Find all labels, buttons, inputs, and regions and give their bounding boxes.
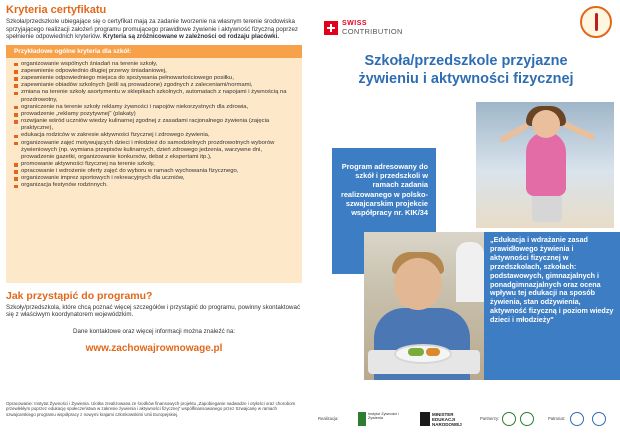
- criteria-item: promowanie aktywności fizycznej na terenie szkoły,: [14, 161, 294, 168]
- project-quote-box: „Edukacja i wdrażanie zasad prawidłowego żywienia i aktywności fizycznej w przedszkolach, szkołach: podstawowych, gimnazjalnych i ponadgimnazjalnych oraz ocena wpływu tej edukacji na sposób żywienia, stan odżywienia, aktywność fizyczną i poziom wiedzy dzieci i młodzieży": [484, 232, 620, 380]
- criteria-item: organizowanie wspólnych śniadań na terenie szkoły,: [14, 61, 294, 68]
- men-name: MINISTER EDUKACJI NARODOWEJ: [432, 412, 462, 427]
- criteria-list: [6, 58, 302, 190]
- swiss-contribution-logo: [324, 20, 403, 36]
- criteria-item: zapewnienie odpowiedniego miejsca do spożywania pełnowartościowego posiłku,: [14, 75, 294, 82]
- criteria-item: ograniczenie na terenie szkoły reklamy żywności i napojów niekorzystnych dla zdrowia,: [14, 104, 294, 111]
- partner-logo-icon: [520, 412, 534, 426]
- criteria-item: rozwijanie wśród uczniów wiedzy kulinarnej zgodnej z zasadami racjonalnego żywienia (zajęcia praktyczne),: [14, 118, 294, 132]
- criteria-item: organizowanie imprez sportowych i rekreacyjnych dla uczniów,: [14, 175, 294, 182]
- criteria-item: opracowanie i wdrożenie oferty zajęć do wyboru w ramach wychowania fizycznego,: [14, 168, 294, 175]
- program-info-box: Program adresowany do szkół i przedszkoli w ramach zadania realizowanego w polsko-szwajcarskim projekcie współpracy nr. KIK/34: [332, 148, 436, 274]
- how-to-join-text: Szkoły/przedszkola, które chcą poznać więcej szczegółów i przystąpić do programu, powinny skontaktować się z właściwym koordynatorem wojewódzkim.: [6, 303, 301, 319]
- eagle-emblem-icon: [420, 412, 430, 426]
- left-panel: [0, 0, 308, 434]
- criteria-item: organizowanie zajęć motywujących dzieci i młodzież do samodzielnych prozdrowotnych wyborów żywieniowych (np. wymiana przepisów kulinarnych, dzień zdrowego jedzenia, warzywne dni, prowadzenie gazetki, organizowanie konkursów, debat z ekspertami itp.),: [14, 140, 294, 161]
- criteria-box: [6, 45, 302, 283]
- title-line-1: Szkoła/przedszkole przyjazne: [364, 53, 568, 69]
- footnote: Opracowanie: Instytut Żywności i Żywienia. Ulotka zrealizowana ze środków finansowych projektu „Zapobieganie nadwadze i otyłości oraz chorobom przewlekłym poprzez edukację społeczeństwa w zakresie żywienia i aktywności fizycznej" współfinansowanego przez Szwajcarię w ramach szwajcarskiego programu współpracy z nowymi krajami członkowskimi Unii Europejskiej.: [6, 401, 296, 417]
- partners-footer: [312, 404, 620, 434]
- patron-logo-icon: [570, 412, 584, 426]
- jumping-girl-photo: [476, 102, 614, 228]
- contact-info-text: Dane kontaktowe oraz więcej informacji można znaleźć na:: [73, 327, 235, 335]
- swiss-flag-icon: [324, 21, 338, 35]
- contribution-label: CONTRIBUTION: [342, 27, 403, 36]
- criteria-item: edukacja rodziców w zakresie aktywności fizycznej i zdrowego żywienia,: [14, 132, 294, 139]
- right-panel: [312, 0, 620, 434]
- criteria-header: Przykładowe ogólne kryteria dla szkół:: [6, 45, 302, 58]
- criteria-item: zmiana na terenie szkoły asortymentu w sklepikach szkolnych, automatach z napojami i żywnością na prozdrowotny,: [14, 89, 294, 103]
- intro-text: Szkoła/przedszkole ubiegające się o certyfikat mają za zadanie tworzenie na własnym terenie środowiska sprzyjającego realizacji założeń programu promującego prawidłowe żywienie i aktywność fizyczną poprzez spełnienie odpowiednich kryteriów.: [6, 18, 298, 41]
- program-emblem-icon: [580, 6, 612, 38]
- izz-logo-icon: [358, 412, 366, 426]
- swiss-label: SWISS: [342, 20, 368, 27]
- intro-bold-text: Kryteria są zróżnicowane w zależności od rodzaju placówki.: [103, 33, 280, 41]
- brochure-title: [312, 52, 620, 88]
- criteria-item: organizacja festynów rodzinnych.: [14, 182, 294, 189]
- patronat-label: Patronat:: [548, 416, 565, 421]
- intro-paragraph: [6, 18, 302, 41]
- izz-name: Instytut Żywności i Żywienia: [368, 412, 400, 421]
- criteria-item: zapewnienie odpowiednio długiej przerwy śniadaniowej,: [14, 68, 294, 75]
- criteria-item: zapewnianie obiadów szkolnych (jeśli są prowadzone) zgodnych z zaleceniami/normami,: [14, 82, 294, 89]
- patron-logo-icon: [592, 412, 606, 426]
- realizacja-label: Realizacja:: [318, 416, 339, 421]
- school-lunch-photo: [364, 232, 488, 380]
- partnerzy-label: Partnerzy:: [480, 416, 500, 421]
- certificate-criteria-title: Kryteria certyfikatu: [6, 4, 107, 16]
- title-line-2: żywieniu i aktywności fizycznej: [358, 71, 574, 87]
- how-to-join-title: Jak przystąpić do programu?: [6, 289, 153, 302]
- partner-logo-icon: [502, 412, 516, 426]
- criteria-item: prowadzenie „reklamy pozytywnej" (plakaty): [14, 111, 294, 118]
- website-link[interactable]: www.zachowajrownowage.pl: [85, 342, 223, 354]
